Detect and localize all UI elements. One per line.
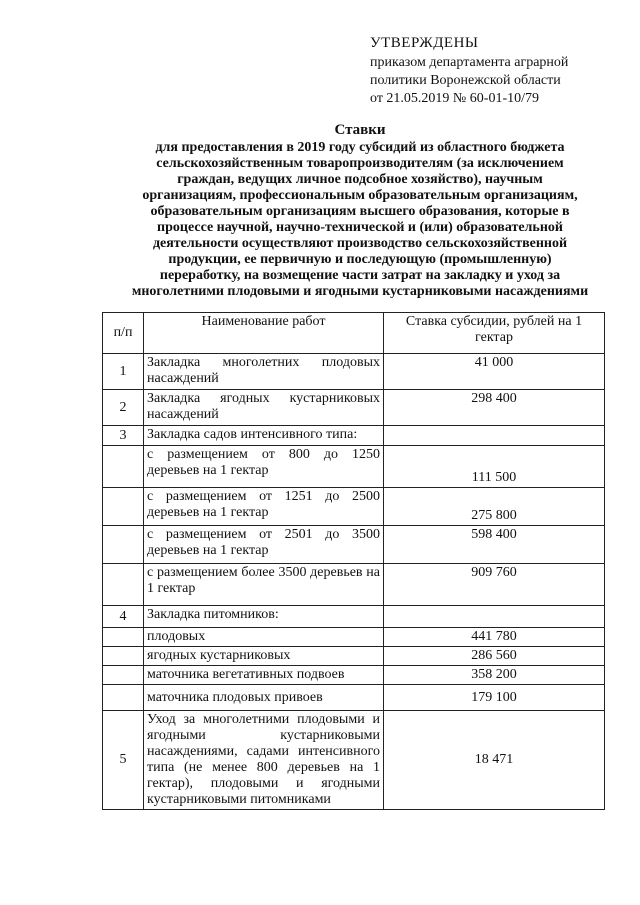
approval-block [370,34,632,108]
row-name: Закладка ягодных кустарниковых насаждений [144,390,384,426]
table-row [103,526,605,564]
row-num [103,564,144,606]
table-row [103,666,605,685]
row-rate: 298 400 [384,390,605,426]
row-num: 1 [103,354,144,390]
approval-line-2: политики Воронежской области [370,73,561,88]
row-num: 4 [103,606,144,628]
table-row [103,426,605,446]
row-name: с размещением от 800 до 1250 деревьев на 1 гектар [144,446,384,488]
title-line: переработку, на возмещение части затрат на закладку и уход за [159,268,561,283]
title-main: Ставки [334,122,386,138]
rates-table [102,312,605,810]
table-row [103,685,605,711]
table-row [103,647,605,666]
row-name: ягодных кустарниковых [144,647,384,666]
row-name: с размещением более 3500 деревьев на 1 гектар [144,564,384,606]
row-rate: 286 560 [384,647,605,666]
row-num: 3 [103,426,144,446]
row-rate: 909 760 [384,564,605,606]
row-rate: 179 100 [384,685,605,711]
row-name: Закладка садов интенсивного типа: [144,426,384,446]
approval-line-1: приказом департамента аграрной [370,55,569,70]
title-line: для предоставления в 2019 году субсидий из областного бюджета [155,140,565,155]
title-line: граждан, ведущих личное подсобное хозяйство), научным [177,172,543,187]
row-name: Закладка питомников: [144,606,384,628]
row-name: Закладка многолетних плодовых насаждений [144,354,384,390]
row-rate: 111 500 [384,446,605,488]
table-row [103,446,605,488]
table-row [103,564,605,606]
row-num: 2 [103,390,144,426]
row-rate: 41 000 [384,354,605,390]
row-rate: 358 200 [384,666,605,685]
row-rate: 441 780 [384,628,605,647]
title-line: продукции, ее первичную и последующую (промышленную) [168,252,552,267]
row-name: плодовых [144,628,384,647]
approval-line-3: от 21.05.2019 № 60-01-10/79 [370,91,540,106]
table-row [103,390,605,426]
row-name: маточника плодовых привоев [144,685,384,711]
row-name: с размещением от 2501 до 3500 деревьев на 1 гектар [144,526,384,564]
table-row [103,354,605,390]
table-row [103,628,605,647]
title-line: процессе научной, научно-технической и (или) образовательной [157,220,563,235]
row-num [103,526,144,564]
row-num [103,488,144,526]
title-line: сельскохозяйственным товаропроизводителям (за исключением [156,156,564,171]
row-rate [384,426,605,446]
table-row [103,711,605,810]
row-name: Уход за многолетними плодовыми и ягодными кустарниковыми насаждениями, садами интенсивного типа (не менее 800 деревьев на 1 гектар), плодовыми и ягодными кустарниковыми питомниками [144,711,384,810]
row-num [103,685,144,711]
row-rate: 598 400 [384,526,605,564]
header-name: Наименование работ [144,313,384,354]
row-name: маточника вегетативных подвоев [144,666,384,685]
row-rate [384,606,605,628]
title-line: организациям, профессиональным образовательным организациям, [142,188,578,203]
row-num [103,628,144,647]
row-name: с размещением от 1251 до 2500 деревьев на 1 гектар [144,488,384,526]
row-num [103,446,144,488]
table-row [103,488,605,526]
row-rate: 275 800 [384,488,605,526]
row-rate: 18 471 [384,711,605,810]
row-num: 5 [103,711,144,810]
row-num [103,666,144,685]
title-line: образовательным организациям высшего образования, которые в [150,204,570,219]
table-header-row [103,313,605,354]
document-title [110,122,610,300]
title-line: деятельности осуществляют производство сельскохозяйственной [152,236,568,251]
header-rate: Ставка субсидии, рублей на 1 гектар [384,313,605,354]
table-row [103,606,605,628]
approval-heading: УТВЕРЖДЕНЫ [370,35,479,51]
row-num [103,647,144,666]
header-num: п/п [103,313,144,354]
title-line: многолетними плодовыми и ягодными кустарниковыми насаждениями [131,284,589,299]
